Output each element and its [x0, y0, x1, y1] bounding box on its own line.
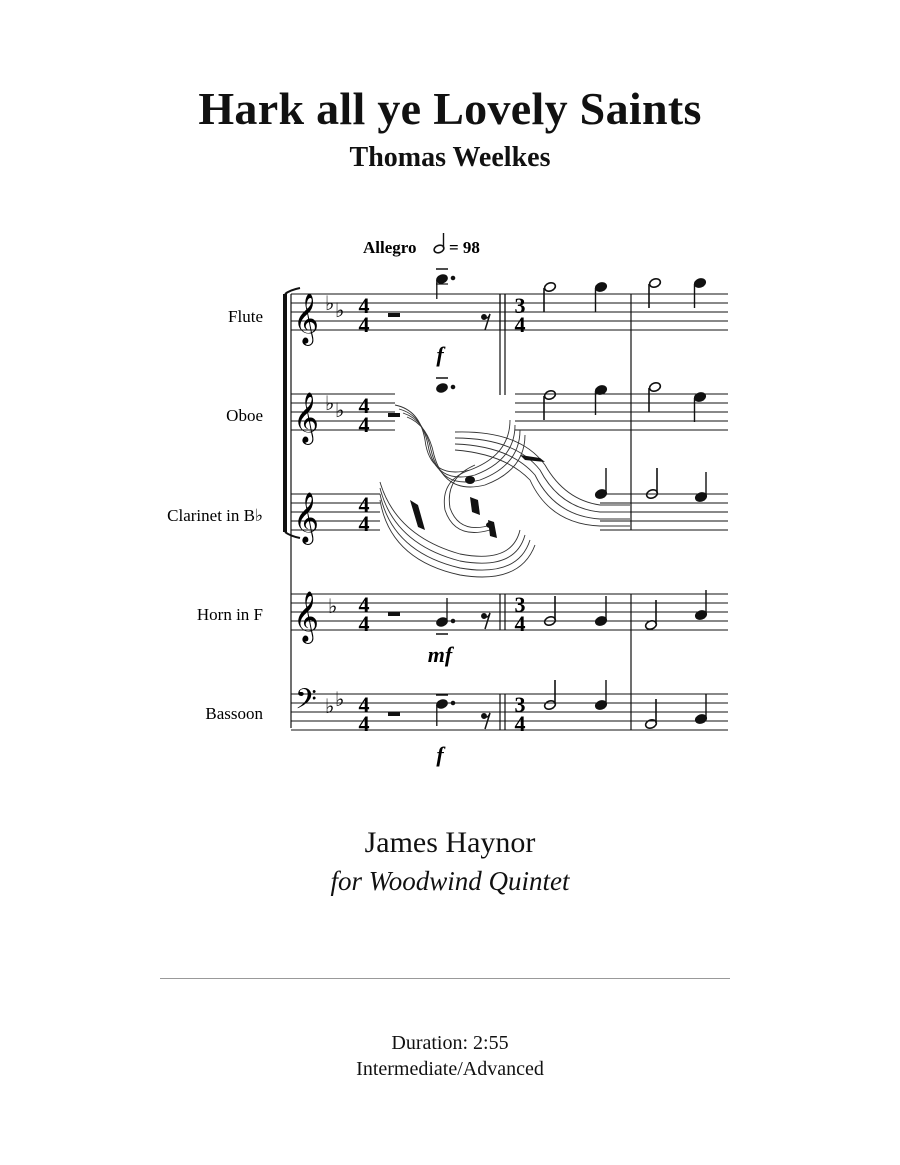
- note-icon: [594, 277, 707, 724]
- time-signature: 4: [358, 293, 370, 318]
- arranger-name: James Haynor: [364, 826, 536, 859]
- time-signature: 4: [358, 711, 370, 736]
- rest-icon: [388, 612, 400, 616]
- time-signature: 4: [514, 711, 526, 736]
- time-signature: 3: [514, 293, 526, 318]
- dynamic-marking: f: [436, 742, 444, 767]
- time-signature: 4: [358, 611, 370, 636]
- treble-clef-icon: 𝄞: [293, 592, 320, 641]
- half-note-icon: [433, 233, 445, 254]
- tempo-value: = 98: [449, 238, 480, 257]
- time-signature: 4: [514, 611, 526, 636]
- flat-icon: ♭: [325, 293, 335, 315]
- swirl-fragments: [410, 455, 545, 538]
- time-signature: 4: [358, 412, 370, 437]
- divider: [160, 978, 730, 979]
- time-signature: 3: [514, 592, 526, 617]
- dynamic-marking: mf: [427, 642, 453, 667]
- instrument-label-clarinet: Clarinet in B♭: [167, 506, 263, 525]
- instrument-label-horn: Horn in F: [196, 605, 263, 624]
- treble-clef-icon: 𝄞: [293, 294, 320, 343]
- treble-clef-icon: 𝄞: [293, 493, 320, 542]
- instrument-label-flute: Flute: [228, 307, 263, 326]
- flat-icon: ♭: [325, 393, 335, 415]
- instrument-label-bassoon: Bassoon: [205, 704, 263, 723]
- time-signature: 3: [514, 692, 526, 717]
- tempo-text: Allegro: [363, 238, 417, 257]
- rest-icon: [388, 413, 400, 417]
- time-signature: 4: [358, 492, 370, 517]
- flat-icon: ♭: [325, 696, 335, 718]
- treble-clef-icon: 𝄞: [293, 393, 320, 442]
- instrument-label-oboe: Oboe: [226, 406, 263, 425]
- time-signature: 4: [358, 692, 370, 717]
- time-signature: 4: [358, 393, 370, 418]
- flat-icon: ♭: [335, 300, 345, 322]
- difficulty-level: Intermediate/Advanced: [356, 1058, 544, 1080]
- flat-icon: ♭: [335, 400, 345, 422]
- dynamic-marking: f: [436, 342, 444, 367]
- time-signature: 4: [358, 592, 370, 617]
- bass-clef-icon: 𝄢: [295, 685, 317, 722]
- ensemble-subtitle: for Woodwind Quintet: [330, 866, 570, 896]
- rest-icon: [388, 313, 400, 317]
- piece-title: Hark all ye Lovely Saints: [198, 83, 702, 134]
- rest-icon: [388, 712, 400, 716]
- flat-icon: ♭: [335, 689, 345, 711]
- time-signature: 4: [514, 312, 526, 337]
- time-signature: 4: [358, 312, 370, 337]
- time-signature: 4: [358, 511, 370, 536]
- swirl-distortion: [380, 405, 630, 577]
- flat-icon: ♭: [328, 596, 338, 618]
- duration-text: Duration: 2:55: [391, 1032, 509, 1054]
- staff-lines: [291, 294, 728, 730]
- composer-name: Thomas Weelkes: [349, 142, 551, 173]
